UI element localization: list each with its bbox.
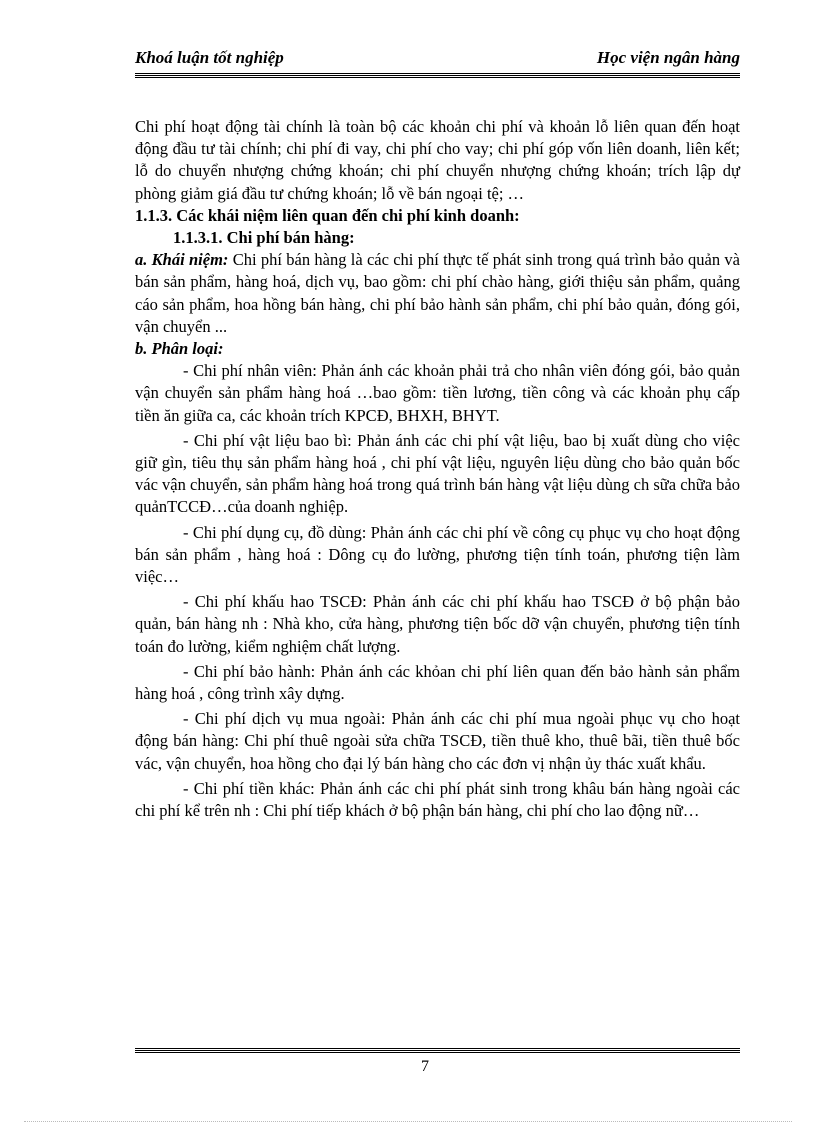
page-number: 7 (421, 1058, 429, 1075)
header-institution: Học viện ngân hàng (596, 48, 740, 67)
page-body (135, 116, 740, 822)
definition-paragraph (135, 249, 740, 338)
list-item: - Chi phí dụng cụ, đồ dùng: Phản ánh các chi phí về công cụ phục vụ cho hoạt động bán sản phẩm , hàng hoá : Dông cụ đo lường, phương tiện tính toán, phương tiện làm việc… (135, 522, 740, 587)
intro-paragraph: Chi phí hoạt động tài chính là toàn bộ các khoản chi phí và khoản lỗ liên quan đến hoạt động đầu tư tài chính; chi phí đi vay, chi phí cho vay; chi phí góp vốn liên doanh, liên kết; lỗ do chuyển nhượng chứng khoán; chi phí chuyển nhượng chứng khoán; trích lập dự phòng giảm giá đầu tư chứng khoán; lỗ về bán ngoại tệ; … (135, 117, 740, 203)
definition-text: Chi phí bán hàng là các chi phí thực tế phát sinh trong quá trình bảo quản và bán sản phẩm, hàng hoá, dịch vụ, bao gồm: chi phí chào hàng, giới thiệu sản phẩm, quảng cáo sản phẩm, hoa hồng bán hàng, chi phí bảo hành sản phẩm, chi phí bảo quản, đóng gói, vận chuyển ... (135, 250, 740, 336)
section-heading-1-1-3: 1.1.3. Các khái niệm liên quan đến chi phí kinh doanh: (135, 205, 520, 225)
list-item: - Chi phí bảo hành: Phản ánh các khỏan chi phí liên quan đến bảo hành sản phẩm hàng hoá , công trình xây dựng. (135, 661, 740, 704)
list-item: - Chi phí khấu hao TSCĐ: Phản ánh các chi phí khấu hao TSCĐ ở bộ phận bảo quản, bán hàng nh : Nhà kho, cửa hàng, phương tiện bốc dỡ vận chuyển, phương tiện tính toán đo lường, kiểm nghiệm chất lượng. (135, 592, 740, 656)
page-edge-divider (24, 1121, 792, 1122)
list-item: - Chi phí dịch vụ mua ngoài: Phản ánh các chi phí mua ngoài phục vụ cho hoạt động bán hàng: Chi phí thuê ngoài sửa chữa TSCĐ, tiền thuê kho, thuê bãi, tiền thuê bốc vác, vận chuyển, hoa hồng cho đại lý bán hàng cho các đơn vị nhận ủy thác xuất khẩu. (135, 709, 740, 773)
page-header (135, 48, 740, 72)
definition-label: a. Khái niệm: (135, 250, 229, 270)
header-thesis-title: Khoá luận tốt nghiệp (135, 48, 284, 67)
list-item: - Chi phí tiền khác: Phản ánh các chi phí phát sinh trong khâu bán hàng ngoài các chi phí kể trên nh : Chi phí tiếp khách ở bộ phận bán hàng, chi phí cho lao động nữ… (135, 778, 740, 821)
footer-rule (135, 1048, 740, 1051)
list-item: - Chi phí nhân viên: Phản ánh các khoản phải trả cho nhân viên đóng gói, bảo quản vận chuyển sản phẩm hàng hoá …bao gồm: tiền lương, tiền công và các khoản phụ cấp tiền ăn giữa ca, các khoản trích KPCĐ, BHXH, BHYT. (135, 361, 740, 425)
header-rule-thin (135, 77, 740, 78)
header-rule (135, 73, 740, 79)
list-item: - Chi phí vật liệu bao bì: Phản ánh các chi phí vật liệu, bao bị xuất dùng cho việc giữ gìn, tiêu thụ sản phẩm hàng hoá , chi phí vật liệu, nguyên liệu dùng cho bảo quản bốc vác vận chuyển, sản phẩm hàng hoá trong quá trình bán hàng vật liệu dùng ch sữa chữa bảo quảnTCCĐ…của doanh nghiệp. (135, 430, 740, 517)
footer-rule-thin (135, 1052, 740, 1053)
subsection-heading-1-1-3-1: 1.1.3.1. Chi phí bán hàng: (173, 228, 355, 248)
classification-label: b. Phân loại: (135, 339, 224, 359)
